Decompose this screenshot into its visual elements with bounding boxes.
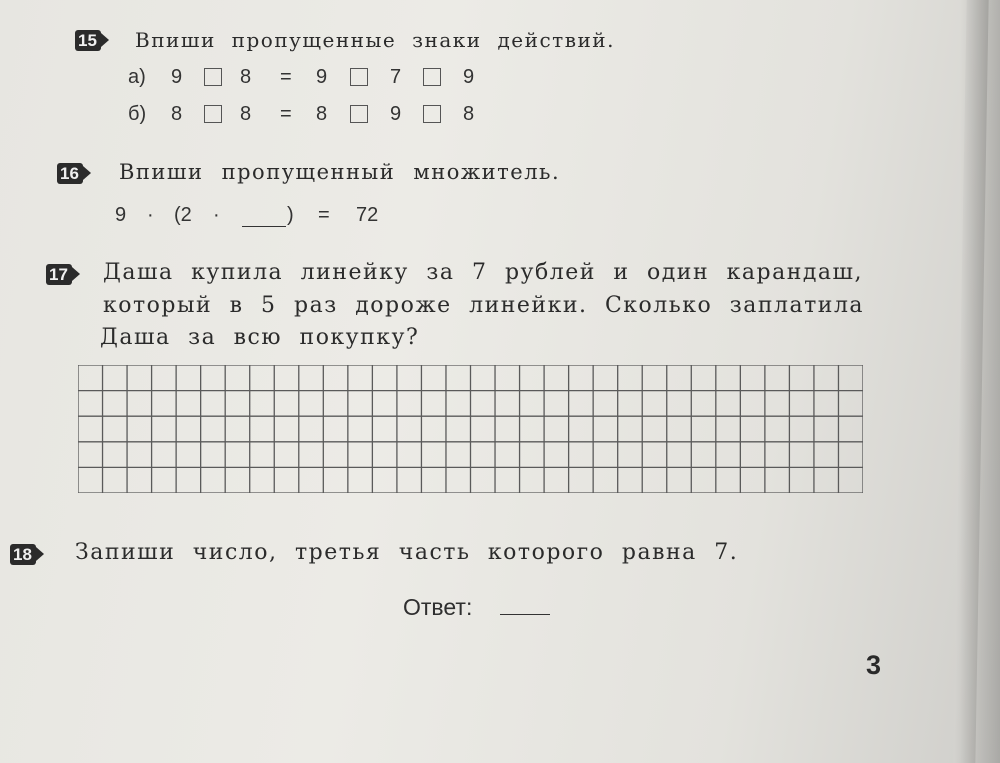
answer-row [403,594,472,621]
operand: 9 [390,103,402,125]
task-16-text: Впиши пропущенный множитель. [119,160,561,184]
answer-label: Ответ: [403,594,473,620]
operand: 7 [390,66,402,88]
result: 72 [356,204,379,226]
task-number: 17 [49,264,68,284]
task-16-badge [57,163,83,184]
sign-box[interactable] [204,105,222,123]
operand: 9 [463,66,475,88]
equals-sign: = [280,66,292,88]
answer-blank[interactable] [242,226,286,227]
task-17-line-3: Даша за всю покупку? [100,325,420,350]
equals-sign: = [280,103,292,125]
task-15-badge [75,30,101,51]
operand: 8 [240,103,252,125]
sign-box[interactable] [350,68,368,86]
multiply-sign: · [147,204,154,226]
answer-grid[interactable] [78,365,863,493]
operand: 9 [115,204,127,226]
page-number: 3 [866,650,882,680]
operand: 8 [316,103,328,125]
answer-field[interactable] [500,614,550,615]
task-18-text: Запиши число, третья часть которого равна 7. [75,540,739,565]
page-shadow [960,0,1000,763]
task-number: 15 [78,30,97,50]
task-17-line-1: Даша купила линейку за 7 рублей и один карандаш, [103,260,863,285]
operand: 8 [463,103,475,125]
task-18-badge [10,544,36,565]
equals-sign: = [318,204,330,226]
task-17-badge [46,264,72,285]
task-number: 18 [13,544,32,564]
multiply-sign: · [213,204,220,226]
sign-box[interactable] [204,68,222,86]
sign-box[interactable] [350,105,368,123]
operand: 9 [171,66,183,88]
operand: 8 [171,103,183,125]
task-15-text: Впиши пропущенные знаки действий. [135,28,615,52]
sign-box[interactable] [423,68,441,86]
row-label: б) [128,103,147,125]
row-label: а) [128,66,146,88]
task-17-line-2: который в 5 раз дороже линейки. Сколько заплатила [103,293,865,318]
operand: (2 [174,204,192,226]
close-paren: ) [287,204,294,226]
task-number: 16 [60,163,79,183]
operand: 8 [240,66,252,88]
sign-box[interactable] [423,105,441,123]
operand: 9 [316,66,328,88]
